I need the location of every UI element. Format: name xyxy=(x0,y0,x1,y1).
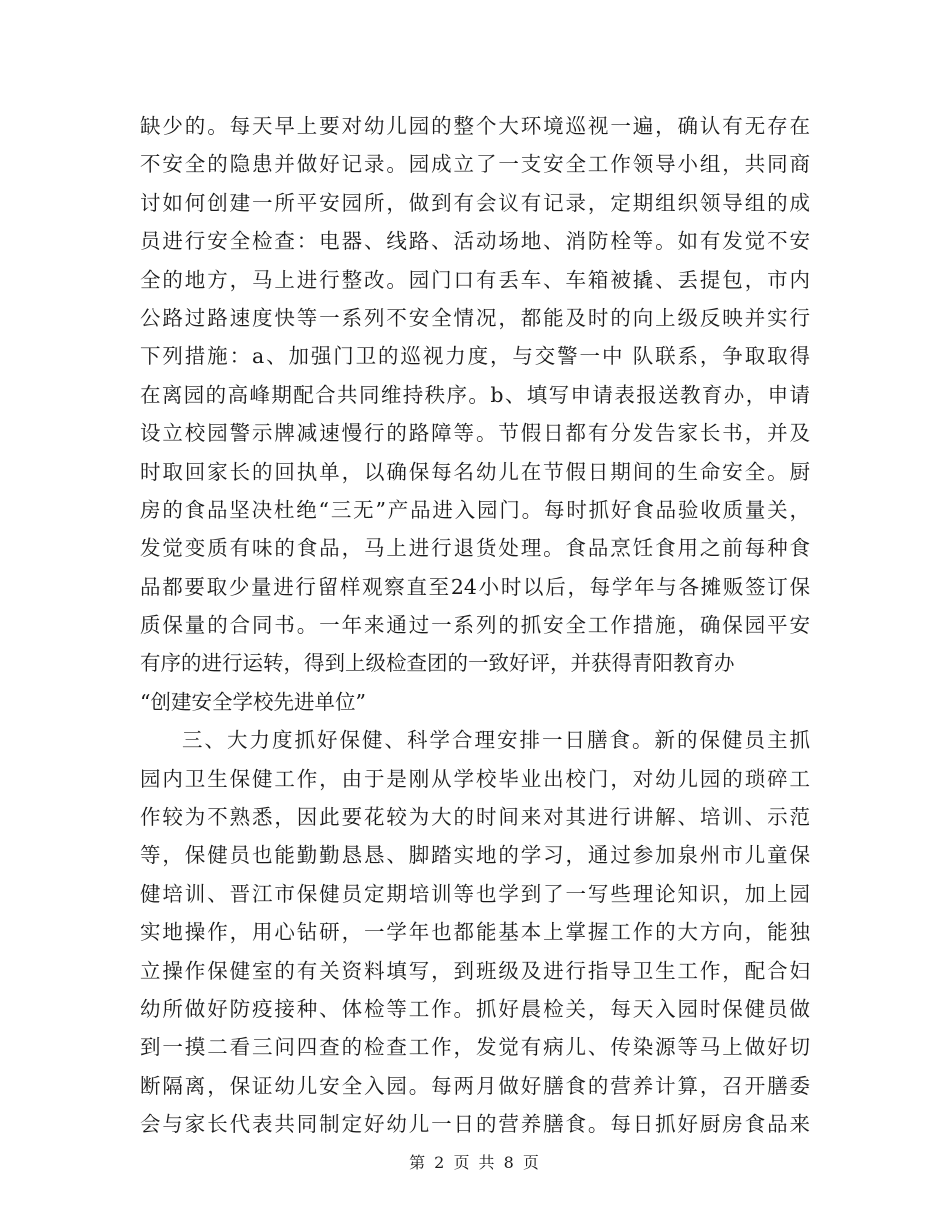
text-line: 品都要取少量进行留样观察直至24小时以后，每学年与各摊贩签订保 xyxy=(140,574,810,599)
text-line: 发觉变质有味的食品，马上进行退货处理。食品烹饪食用之前每种食 xyxy=(140,536,810,561)
body-text xyxy=(140,107,810,1144)
section-heading-line: 三、大力度抓好保健、科学合理安排一日膳食。新的保健员主抓 xyxy=(182,728,810,753)
text-line: 质保量的合同书。一年来通过一系列的抓安全工作措施，确保园平安 xyxy=(140,613,810,638)
text-line: 有序的进行运转，得到上级检查团的一致好评，并获得青阳教育办 xyxy=(140,651,735,676)
text-line: 会与家长代表共同制定好幼儿一日的营养膳食。每日抓好厨房食品来 xyxy=(140,1112,810,1137)
text-line: 设立校园警示牌减速慢行的路障等。节假日都有分发告家长书，并及 xyxy=(140,421,810,446)
text-line: 到一摸二看三问四查的检查工作，发觉有病儿、传染源等马上做好切 xyxy=(140,1035,810,1060)
text-line: 在离园的高峰期配合共同维持秩序。b、填写申请表报送教育办，申请 xyxy=(140,382,810,407)
text-line: 立操作保健室的有关资料填写，到班级及进行指导卫生工作，配合妇 xyxy=(140,958,810,983)
text-line: 不安全的隐患并做好记录。园成立了一支安全工作领导小组，共同商 xyxy=(140,152,810,177)
text-line: 等，保健员也能勤勤恳恳、脚踏实地的学习，通过参加泉州市儿童保 xyxy=(140,843,810,868)
text-line: 幼所做好防疫接种、体检等工作。抓好晨检关，每天入园时保健员做 xyxy=(140,996,810,1021)
text-line: 时取回家长的回执单，以确保每名幼儿在节假日期间的生命安全。厨 xyxy=(140,459,810,484)
text-line: 健培训、晋江市保健员定期培训等也学到了一写些理论知识，加上园 xyxy=(140,881,810,906)
text-line: 员进行安全检查：电器、线路、活动场地、消防栓等。如有发觉不安 xyxy=(140,229,810,254)
text-line: 作较为不熟悉，因此要花较为大的时间来对其进行讲解、培训、示范 xyxy=(140,805,810,830)
text-line: “创建安全学校先进单位” xyxy=(140,689,366,714)
text-line: 下列措施：a、加强门卫的巡视力度，与交警一中 队联系，争取取得 xyxy=(140,344,810,369)
text-line: 断隔离，保证幼儿安全入园。每两月做好膳食的营养计算，召开膳委 xyxy=(140,1073,810,1098)
text-line: 全的地方，马上进行整改。园门口有丢车、车箱被撬、丢提包，市内 xyxy=(140,267,810,292)
page-number-footer: 第 2 页 共 8 页 xyxy=(409,1153,541,1172)
text-line: 实地操作，用心钻研，一学年也都能基本上掌握工作的大方向，能独 xyxy=(140,920,810,945)
text-line: 园内卫生保健工作，由于是刚从学校毕业出校门，对幼儿园的琐碎工 xyxy=(140,766,810,791)
text-line: 讨如何创建一所平安园所，做到有会议有记录，定期组织领导组的成 xyxy=(140,190,810,215)
text-line: 缺少的。每天早上要对幼儿园的整个大环境巡视一遍，确认有无存在 xyxy=(140,114,810,138)
text-line: 公路过路速度快等一系列不安全情况，都能及时的向上级反映并实行 xyxy=(140,305,810,330)
text-line: 房的食品坚决杜绝“三无”产品进入园门。每时抓好食品验收质量关， xyxy=(140,497,810,522)
